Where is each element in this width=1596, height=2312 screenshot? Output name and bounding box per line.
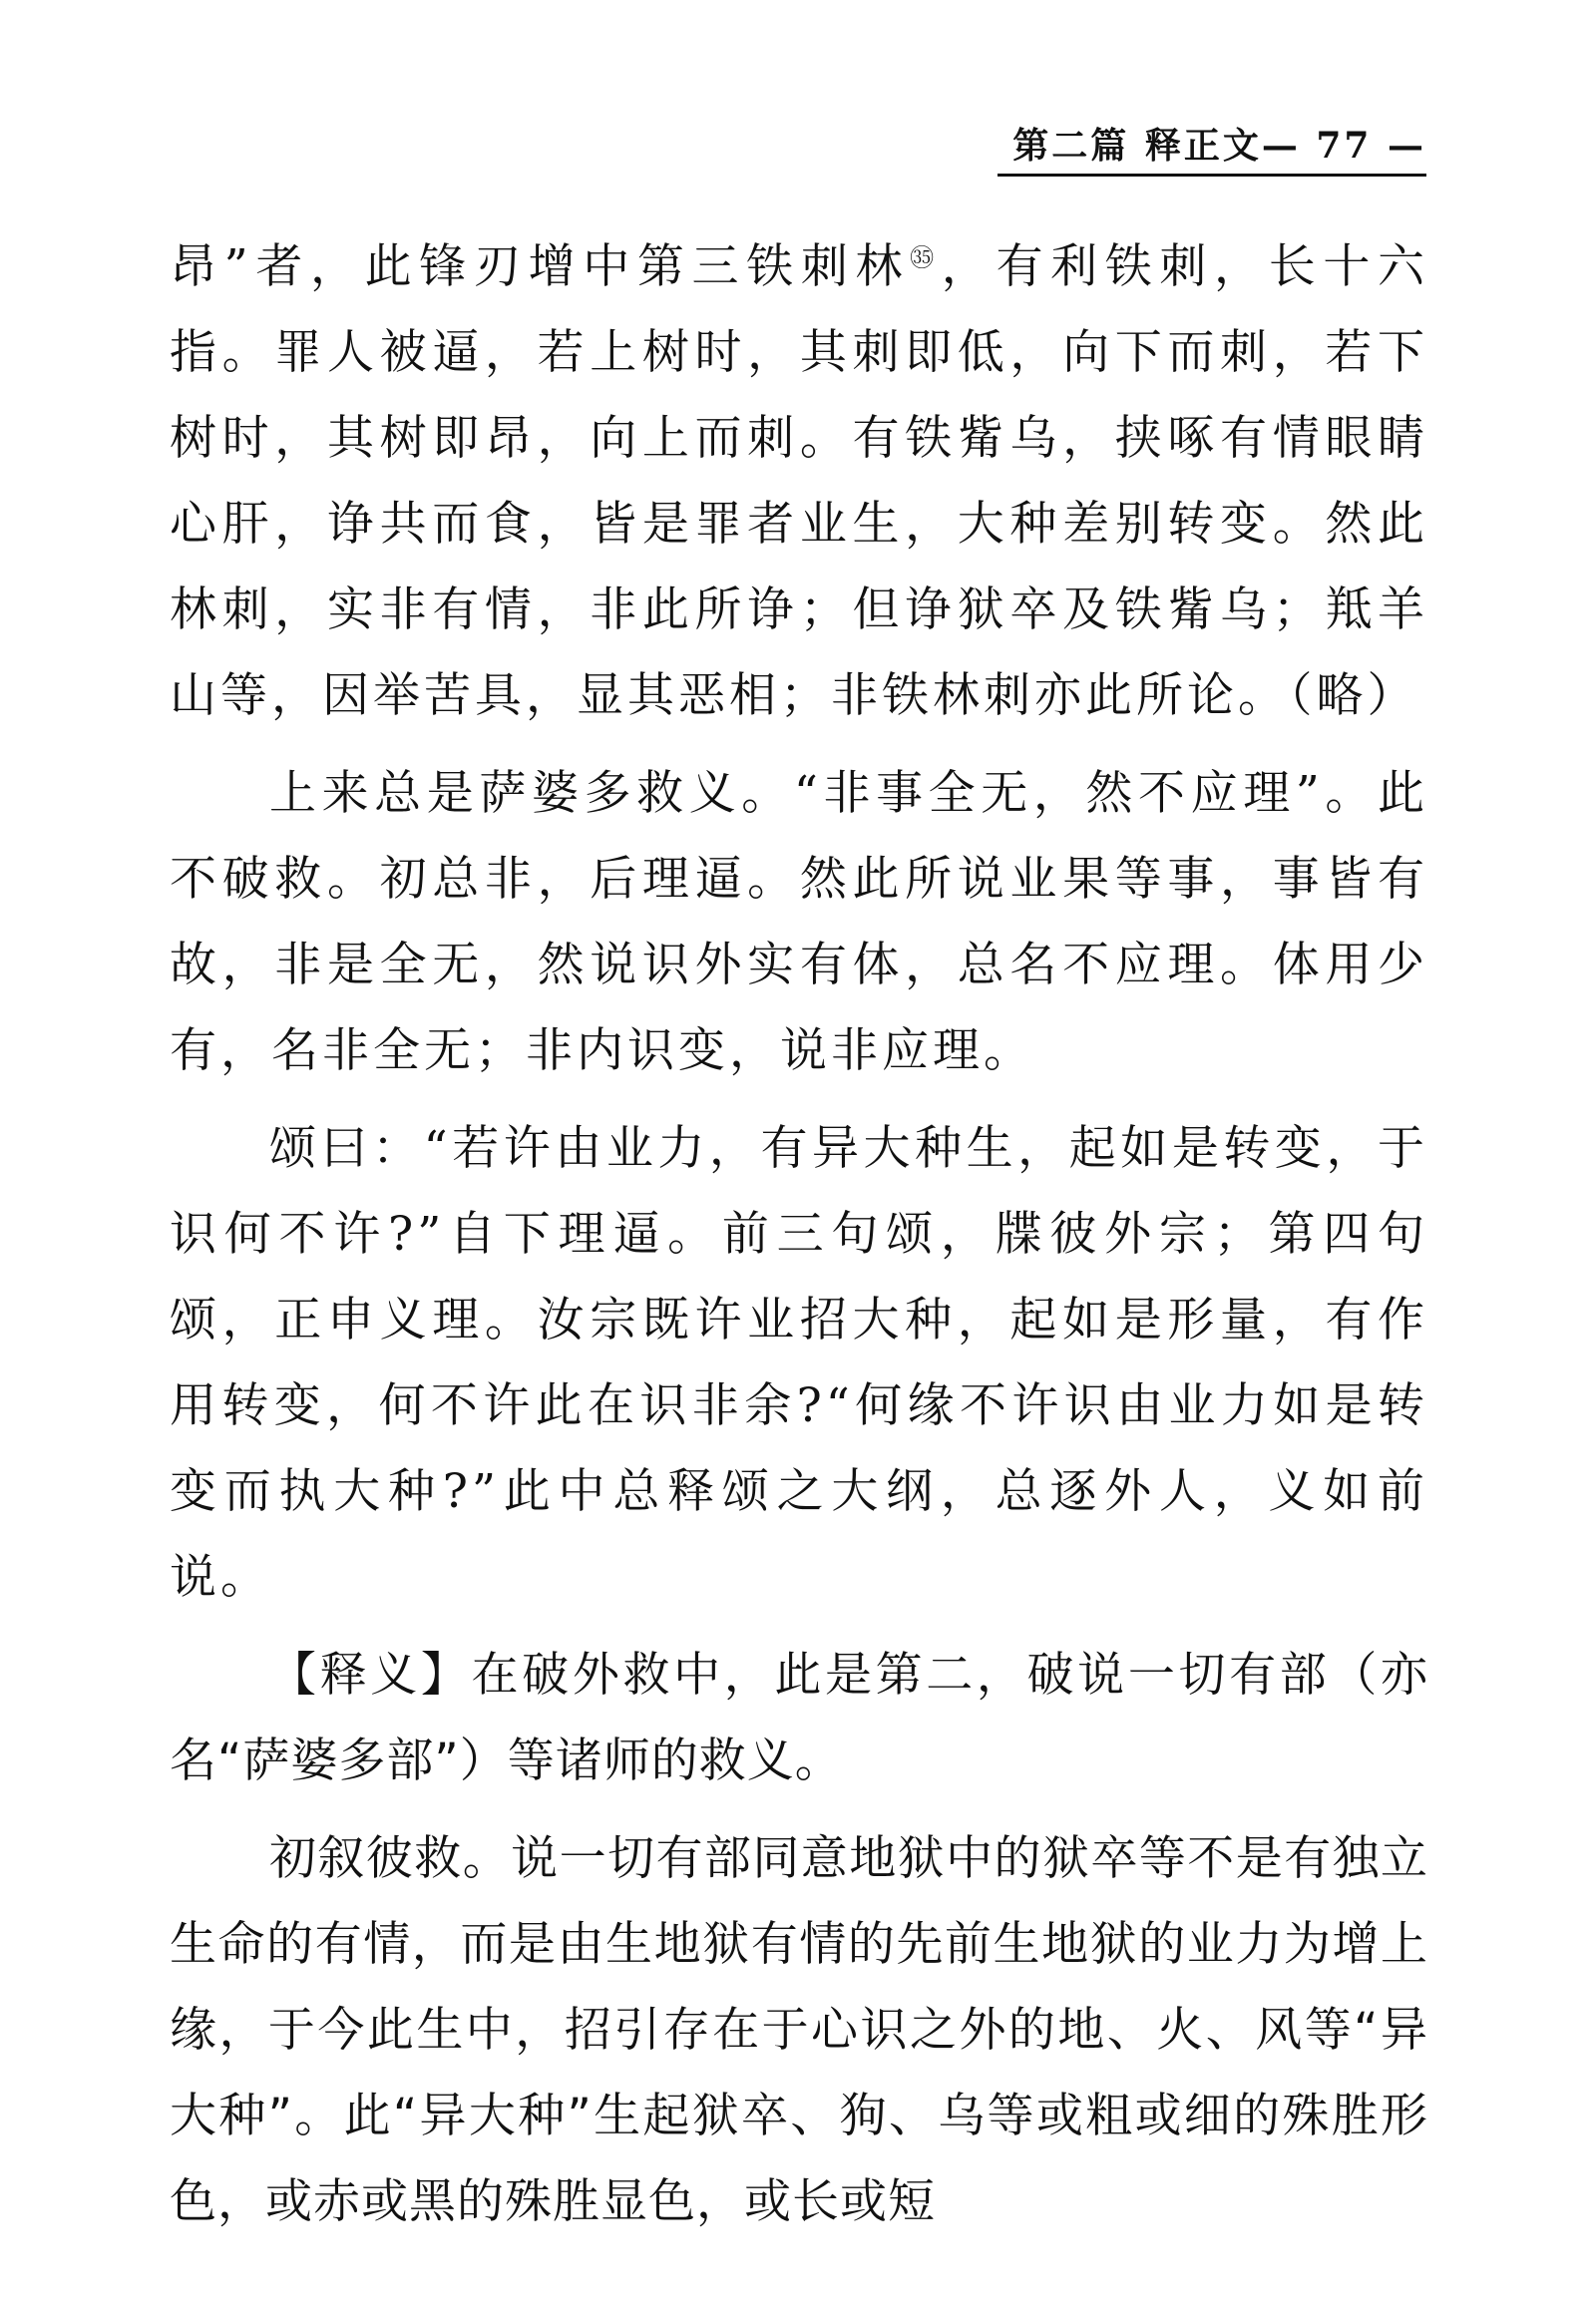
body-text xyxy=(170,224,1428,2245)
paragraph-2: 上来总是萨婆多救义。“非事全无，然不应理”。此不破救。初总非，后理逼。然此所说业果等事，事皆有故，非是全无，然说识外实有体，总名不应理。体用少有，名非全无；非内识变，说非应理。 xyxy=(170,766,1428,1078)
header-rule xyxy=(998,174,1426,177)
footnote-marker: ㉟ xyxy=(910,243,942,272)
paragraph-5-commentary: 初叙彼救。说一切有部同意地狱中的狱卒等不是有独立生命的有情，而是由生地狱有情的先前生地狱的业力为增上缘，于今此生中，招引存在于心识之外的地、火、风等“异大种”。此“异大种”生起狱卒、狗、乌等或粗或细的殊胜形色，或赤或黑的殊胜显色，或长或短 xyxy=(170,1831,1428,2229)
paragraph-1-text-a: 昂”者，此锋刃增中第三铁刺林 xyxy=(170,239,911,294)
paragraph-1 xyxy=(170,224,1428,739)
paragraph-3: 颂曰：“若许由业力，有异大种生，起如是转变，于识何不许?”自下理逼。前三句颂，牒彼外宗；第四句颂，正申义理。汝宗既许业招大种，起如是形量，有作用转变，何不许此在识非余?“何缘不许识由业力如是转变而执大种?”此中总释颂之大纲，总逐外人，义如前说。 xyxy=(170,1121,1428,1605)
running-header: 第二篇 释正文— 77 — xyxy=(1012,125,1426,167)
paragraph-4-commentary: 【释义】在破外救中，此是第二，破说一切有部（亦名“萨婆多部”）等诸师的救义。 xyxy=(170,1648,1428,1788)
paragraph-1-text-b: ，有利铁刺，长十六指。罪人被逼，若上树时，其刺即低，向下而刺，若下树时，其树即昂，向上而刺。有铁觜乌，挟啄有情眼睛心肝，诤共而食，皆是罪者业生，大种差别转变。然此林刺，实非有情，非此所诤；但诤狱卒及铁觜乌；羝羊山等，因举苦具，显其恶相；非铁林刺亦此所论。（略） xyxy=(170,239,1429,723)
